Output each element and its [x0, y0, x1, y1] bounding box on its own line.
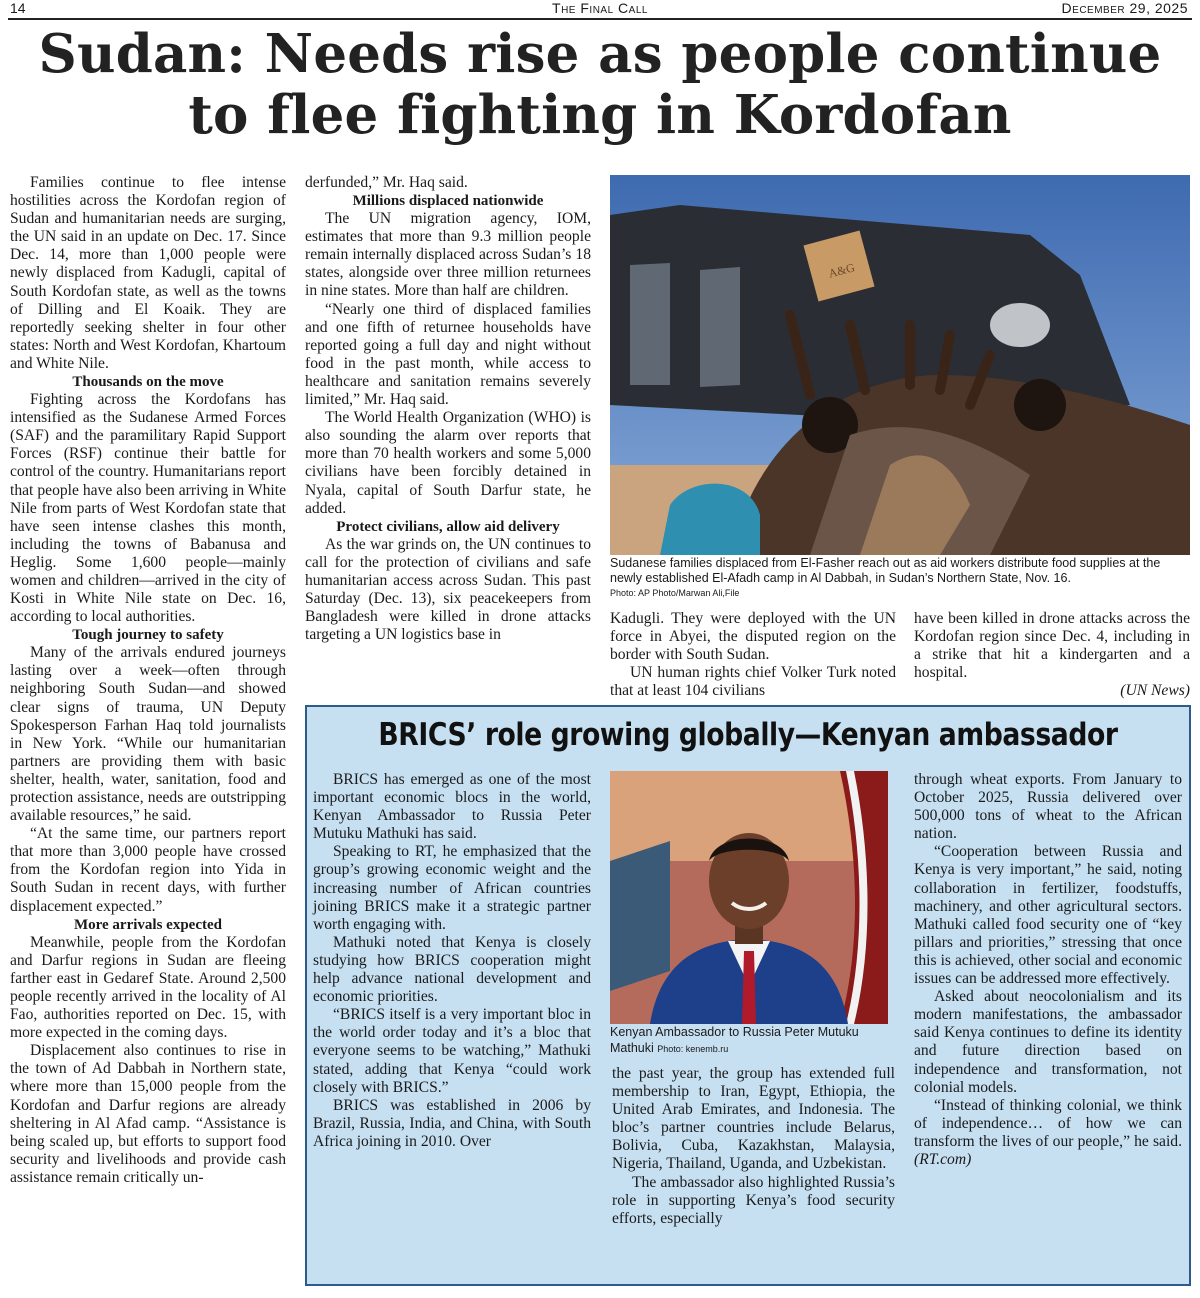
- paragraph: BRICS has emerged as one of the most important economic blocs in the world, Kenyan Ambassador to Russia Peter Mutuku Mathuki has said.: [313, 771, 591, 843]
- paragraph: The World Health Organization (WHO) is also sounding the alarm over reports that more than 70 health workers and some 5,000 civilians have been forcibly detained in Nyala, capital of South Darfur state, he added.: [305, 409, 591, 517]
- article-column-3: [610, 610, 896, 700]
- sidebar-headline: BRICS’ role growing globally—Kenyan ambassador: [378, 717, 1118, 753]
- article-column-1: [10, 174, 286, 1187]
- headline-line-2: to flee fighting in Kordofan: [188, 84, 1012, 146]
- paragraph: have been killed in drone attacks across the Kordofan region since Dec. 4, including in a strike that hit a kindergarten and a hospital.: [914, 610, 1190, 682]
- page-number: 14: [10, 0, 26, 16]
- paragraph: Fighting across the Kordofans has intensified as the Sudanese Armed Forces (SAF) and the paramilitary Rapid Support Forces (RSF) continue their battle for control of the country. Humanitarians report that people have also been arriving in White Nile from parts of West Kordofan state that have seen intense clashes this month, including the towns of Babanusa and Heglig. Some 1,600 people—mainly women and children—arrived in the city of Kosti in White Nile state on Dec. 16, according to local authorities.: [10, 391, 286, 626]
- ambassador-illustration: [610, 771, 888, 1024]
- sidebar-column-2: [612, 1065, 895, 1228]
- aid-distribution-illustration: [610, 175, 1190, 555]
- article-column-2: [305, 174, 591, 644]
- caption-text: Sudanese families displaced from El-Fasher reach out as aid workers distribute food supplies at the newly established El-Afadh camp in Al Dabbah, in Sudan’s Northern State, Nov. 16.: [610, 556, 1161, 585]
- paragraph: Asked about neocolonialism and its modern manifestations, the ambassador said Kenya continues to define its identity and future direction based on independence and transformation, not colonial models.: [914, 988, 1182, 1096]
- folio-rule: [8, 18, 1192, 20]
- paragraph: Kadugli. They were deployed with the UN force in Abyei, the disputed region on the border with South Sudan.: [610, 610, 896, 664]
- sidebar-column-3: [914, 771, 1182, 1169]
- paragraph: “BRICS itself is a very important bloc in the world order today and it’s a bloc that everyone seems to be watching,” Mathuki stated, adding that Kenya “could work closely with BRICS.”: [313, 1006, 591, 1096]
- paragraph: “At the same time, our partners report that more than 3,000 people have crossed from the Kordofan region into Yida in South Sudan in recent days, with further displacement expected.”: [10, 825, 286, 915]
- quote-text: “Instead of thinking colonial, we think of independence… of how we can transform the lives of our people,” he said.: [914, 1096, 1182, 1150]
- paragraph: Displacement also continues to rise in the town of Ad Dabbah in Northern state, where more than 15,000 people from the Kordofan and Darfur regions are already sheltering in Al Afad camp. “Assistance is being scaled up, but efforts to support food security and livelihoods and provide cash assistance remain critically un-: [10, 1042, 286, 1186]
- paragraph: The UN migration agency, IOM, estimates that more than 9.3 million people remain internally displaced across Sudan’s 18 states, alongside over three million returnees in nine states. More than half are children.: [305, 210, 591, 300]
- paragraph: “Nearly one third of displaced families and one fifth of returnee households have reported going a full day and night without food in the past month, while access to healthcare and sanitation remains severely limited,” Mr. Haq said.: [305, 300, 591, 409]
- paragraph: “Cooperation between Russia and Kenya is very important,” he said, noting collaboration in fertilizer, foodstuffs, machinery, and other agricultural sectors. Mathuki called food security one of “key pillars and priorities,” stressing that once this is achieved, other social and economic issues can be addressed more effectively.: [914, 843, 1182, 988]
- ambassador-portrait: [610, 771, 888, 1024]
- sidebar-column-1: [313, 771, 591, 1151]
- article-headline: [0, 24, 1200, 146]
- article-column-4: [914, 610, 1190, 700]
- paragraph: Speaking to RT, he emphasized that the group’s growing economic weight and the increasing number of African countries joining BRICS make it a strategic partner worth engaging with.: [313, 843, 591, 933]
- portrait-caption: [610, 1024, 900, 1056]
- subhead: Tough journey to safety: [72, 627, 224, 644]
- publication-name: The Final Call: [552, 0, 648, 16]
- headline-line-1: Sudan: Needs rise as people continue: [38, 23, 1162, 85]
- paragraph: BRICS was established in 2006 by Brazil, Russia, India, and China, with South Africa joining in 2010. Over: [313, 1096, 591, 1150]
- photo-credit: Photo: kenemb.ru: [657, 1044, 729, 1054]
- photo-credit: Photo: AP Photo/Marwan Ali,File: [610, 588, 740, 598]
- page-folio: [0, 0, 1200, 18]
- metal-bowl: [990, 303, 1050, 347]
- source-credit: (RT.com): [914, 1150, 972, 1168]
- subhead: More arrivals expected: [73, 916, 222, 933]
- paragraph: The ambassador also highlighted Russia’s role in supporting Kenya’s food security efforts, especially: [612, 1173, 895, 1227]
- news-photo-aid-distribution: [610, 175, 1190, 555]
- paragraph: As the war grinds on, the UN continues to call for the protection of civilians and safe humanitarian access across Sudan. This past Saturday (Dec. 13), six peacekeepers from Bangladesh were killed in drone attacks targeting a UN logistics base in: [305, 535, 591, 644]
- caption-text: Kenyan Ambassador to Russia Peter Mutuku Mathuki: [610, 1025, 859, 1055]
- source-credit: (UN News): [1120, 682, 1190, 700]
- paragraph: Families continue to flee intense hostilities across the Kordofan region of Sudan and humanitarian needs are surging, the UN said in an update on Dec. 17. Since Dec. 14, more than 1,000 people were newly displaced from Kadugli, capital of South Kordofan state, as well as the towns of Dilling and El Koaik. They are reportedly seeking shelter in four other states: North and West Kordofan, Khartoum and White Nile.: [10, 174, 286, 372]
- subhead: Protect civilians, allow aid delivery: [336, 518, 560, 535]
- subhead: Millions displaced nationwide: [352, 193, 544, 210]
- issue-date: December 29, 2025: [1061, 0, 1188, 16]
- paragraph: derfunded,” Mr. Haq said.: [305, 174, 468, 191]
- paragraph: UN human rights chief Volker Turk noted that at least 104 civilians: [610, 664, 896, 700]
- photo-caption: [610, 556, 1192, 600]
- food-box-label: A&G: [826, 260, 857, 281]
- subhead: Thousands on the move: [72, 374, 224, 391]
- paragraph: through wheat exports. From January to October 2025, Russia delivered over 500,000 tons of wheat to the African nation.: [914, 771, 1182, 843]
- paragraph: [914, 1097, 1182, 1169]
- paragraph: Meanwhile, people from the Kordofan and Darfur regions in Sudan are fleeing farther east in Gedaref State. Around 2,500 people recently arrived in the locality of Al Fao, authorities reported on Dec. 15, with more expected in the coming days.: [10, 933, 286, 1042]
- paragraph: Many of the arrivals endured journeys lasting over a week—often through neighboring South Sudan—and showed clear signs of trauma, UN Deputy Spokesperson Farhan Haq told journalists in New York. “While our humanitarian partners are providing them with basic shelter, health, water, sanitation, food and protection assistance, needs are outstripping available resources,” he said.: [10, 644, 286, 825]
- paragraph: the past year, the group has extended full membership to Iran, Egypt, Ethiopia, the United Arab Emirates, and Indonesia. The bloc’s partner countries include Belarus, Bolivia, Cuba, Kazakhstan, Malaysia, Nigeria, Thailand, Uganda, and Uzbekistan.: [612, 1065, 895, 1173]
- paragraph: Mathuki noted that Kenya is closely studying how BRICS cooperation might help advance national development and economic priorities.: [313, 933, 591, 1006]
